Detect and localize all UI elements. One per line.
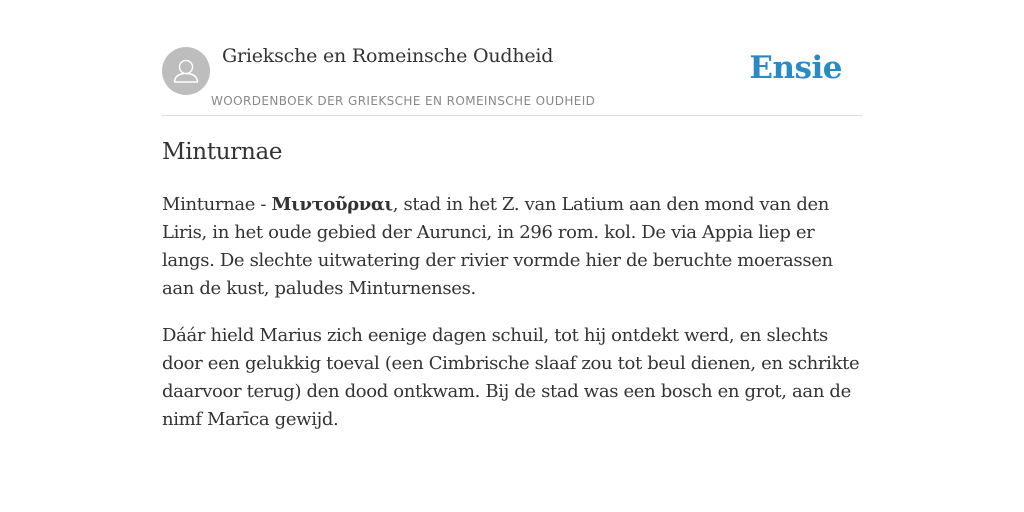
user-icon	[162, 47, 210, 95]
entry-title: Minturnae	[162, 139, 283, 165]
source-subtitle: WOORDENBOEK DER GRIEKSCHE EN ROMEINSCHE OUDHEID	[211, 94, 596, 108]
definition-paragraph-2: Dáár hield Marius zich eenige dagen schuil, tot hij ontdekt werd, en slechts door een gelukkig toeval (een Cimbrische slaaf zou tot beul dienen, en schrikte daarvoor terug) den dood ontkwam. Bij de stad was een bosch en grot, aan de nimf Marīca gewijd.	[162, 325, 860, 430]
definition-text: , stad in het Z. van Latium aan den mond van den Liris, in het oude gebied der Aurunci, in 296 rom. kol. De via Appia liep er langs. De slechte uitwatering der rivier vormde hier de beruchte moerassen aan de kust, paludes Minturnenses.	[162, 194, 833, 299]
brand-logo[interactable]: Ensie	[749, 50, 842, 86]
entry-definition	[162, 191, 862, 453]
page-container	[162, 0, 862, 430]
definition-lead: Minturnae -	[162, 194, 272, 215]
definition-paragraph	[162, 191, 862, 303]
greek-term: Μιντοῦρναι	[271, 194, 393, 215]
source-header	[162, 0, 862, 116]
source-title[interactable]: Grieksche en Romeinsche Oudheid	[222, 45, 554, 67]
avatar[interactable]	[162, 47, 210, 95]
